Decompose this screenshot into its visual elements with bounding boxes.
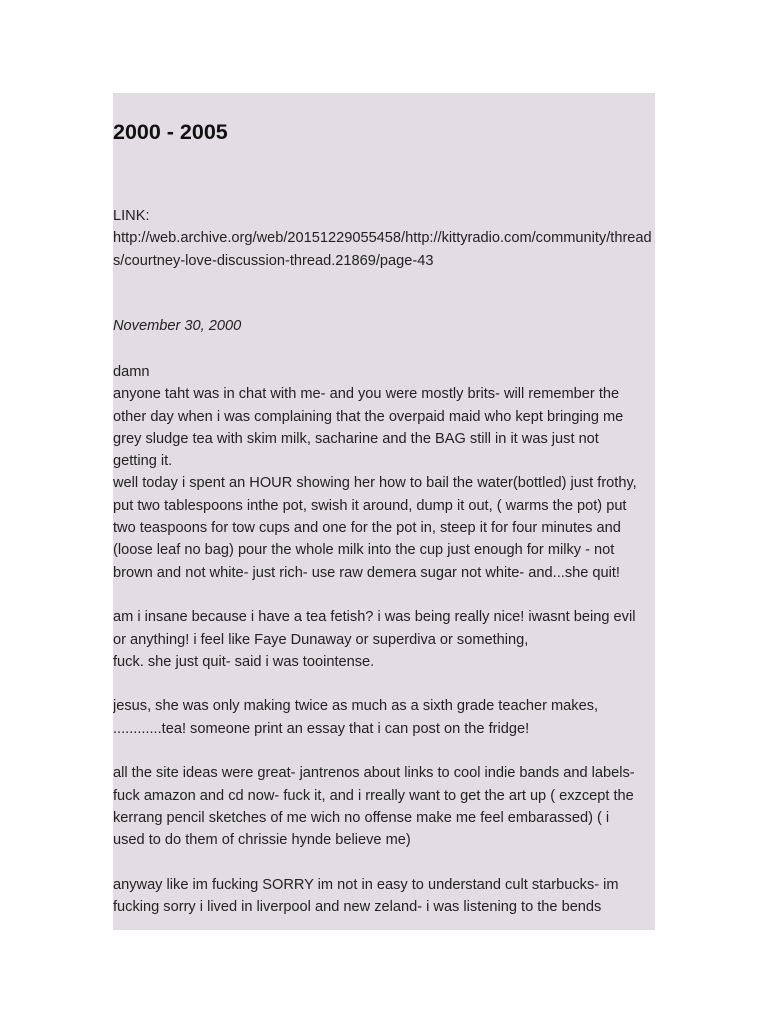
document-page [113,93,655,930]
text-line: other day when i was complaining that the overpaid maid who kept bringing me [113,408,624,425]
text-line: fucking sorry i lived in liverpool and new zeland- i was listening to the bends [113,899,602,916]
text-line: fuck amazon and cd now- fuck it, and i rreally want to get the art up ( exzcept the [113,787,634,804]
text-line: used to do them of chrissie hynde believe me) [113,832,411,849]
post-paragraph [113,695,655,740]
link-label: LINK: [113,208,150,224]
post-body [113,361,655,930]
text-line: anyway like im fucking SORRY im not in easy to understand cult starbucks- im [113,876,619,893]
text-line: grey sludge tea with skim milk, sacharine and the BAG still in it was just not [113,430,599,447]
text-line: ............tea! someone print an essay that i can post on the fridge! [113,720,530,737]
text-line: brown and not white- just rich- use raw demera sugar not white- and...she quit! [113,564,620,581]
link-url[interactable]: http://web.archive.org/web/20151229055458/http://kittyradio.com/community/threads/courtney-love-discussion-thread.21869/page-43 [113,230,652,269]
text-line: kerrang pencil sketches of me wich no offense make me feel embarassed) ( i [113,809,610,826]
text-line: anyone taht was in chat with me- and you were mostly brits- will remember the [113,386,620,403]
text-line: put two tablespoons inthe pot, swish it around, dump it out, ( warms the pot) put [113,497,627,514]
text-line: damn [113,364,150,380]
text-line: am i insane because i have a tea fetish? i was being really nice! iwasnt being evil [113,609,636,626]
link-block [113,205,655,272]
text-line: getting it. [113,453,173,470]
text-line: fuck. she just quit- said i was toointense. [113,653,375,670]
post-paragraph [113,606,655,673]
post-paragraph [113,361,655,584]
post-date: November 30, 2000 [113,318,242,334]
page-title: 2000 - 2005 [113,120,228,144]
text-line: (loose leaf no bag) pour the whole milk into the cup just enough for milky - not [113,542,615,559]
text-line: all the site ideas were great- jantrenos about links to cool indie bands and labels- [113,765,635,782]
post-paragraph [113,762,655,851]
text-line: jesus, she was only making twice as much as a sixth grade teacher makes, [113,698,599,715]
post-paragraph [113,874,655,919]
text-line: well today i spent an HOUR showing her how to bail the water(bottled) just frothy, [113,475,637,492]
text-line: or anything! i feel like Faye Dunaway or superdiva or something, [113,631,529,648]
text-line: two teaspoons for tow cups and one for the pot in, steep it for four minutes and [113,520,621,537]
